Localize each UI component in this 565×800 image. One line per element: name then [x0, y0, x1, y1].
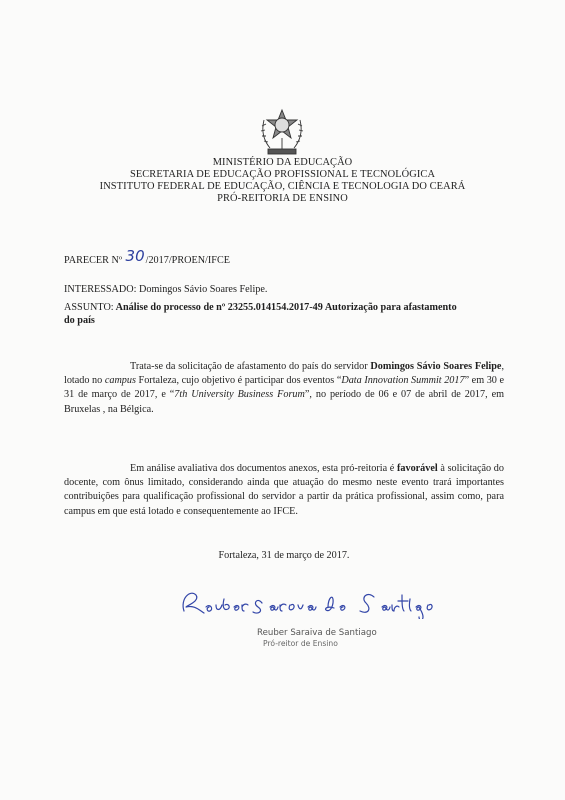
- signatory-role: Pró-reitor de Ensino: [263, 639, 338, 648]
- letterhead-secretariat: SECRETARIA DE EDUCAÇÃO PROFISSIONAL E TECNOLÓGICA: [129, 169, 436, 180]
- assunto-line: [64, 301, 457, 314]
- paragraph-italic: campus: [104, 375, 136, 387]
- assunto-label: ASSUNTO:: [64, 302, 114, 313]
- paragraph-text: Em análise avaliativa dos documentos anexos, esta pró-reitoria é: [130, 463, 397, 474]
- paragraph-text: , lotado no: [64, 361, 504, 387]
- parecer-prefix: PARECER Nº: [64, 255, 122, 266]
- assunto-line-continued: [64, 314, 95, 327]
- paragraph-analysis: [64, 462, 504, 519]
- paragraph-text: ”, no período de 06 e 07 de abril de 2017, em Bruxelas , na Bélgica.: [64, 389, 505, 415]
- parecer-suffix: /2017/PROEN/IFCE: [145, 255, 230, 266]
- event-name-1: Data Innovation Summit 2017: [341, 375, 465, 387]
- paragraph-text: Trata-se da solicitação de afastamento do país do servidor: [130, 361, 371, 372]
- assunto-text-continued: do país: [64, 315, 95, 326]
- parecer-number: [64, 247, 230, 267]
- coat-of-arms-icon: [256, 108, 308, 158]
- interessado-value: Domingos Sávio Soares Felipe.: [136, 284, 268, 295]
- assunto-text: Análise do processo de nº 23255.014154.2017-49 Autorização para afastamento: [113, 302, 457, 313]
- handwritten-signature: [178, 585, 438, 619]
- signatory-name: Reuber Saraiva de Santiago: [257, 628, 377, 638]
- interessado-label: INTERESSADO:: [64, 284, 137, 295]
- letterhead-institute: INSTITUTO FEDERAL DE EDUCAÇÃO, CIÊNCIA E TECNOLOGIA DO CEARÁ: [99, 181, 466, 192]
- letterhead-department: PRÓ-REITORIA DE ENSINO: [217, 193, 348, 204]
- paragraph-text: à solicitação do docente, com ônus limitado, considerando ainda que atuação do mesmo neste evento trará importantes contribuições para qualificação profissional do servidor a partir da prática profissional, assim como, para campus em que está lotado e consequentemente ao IFCE.: [64, 463, 504, 517]
- paragraph-text: ” em 30 e 31 de março de 2017, e “: [64, 375, 505, 401]
- decision-favorable: favorável: [396, 463, 438, 474]
- parecer-handwritten-number: 30: [125, 247, 145, 265]
- event-name-2: 7th University Business Forum: [174, 389, 305, 401]
- document-date: Fortaleza, 31 de março de 2017.: [218, 550, 350, 561]
- paragraph-request: [64, 360, 504, 417]
- letterhead: [0, 157, 565, 205]
- servant-name: Domingos Sávio Soares Felipe: [370, 361, 502, 372]
- interessado-line: [64, 283, 267, 296]
- letterhead-ministry: MINISTÉRIO DA EDUCAÇÃO: [212, 157, 353, 168]
- paragraph-text: Fortaleza, cujo objetivo é participar dos eventos “: [135, 375, 342, 387]
